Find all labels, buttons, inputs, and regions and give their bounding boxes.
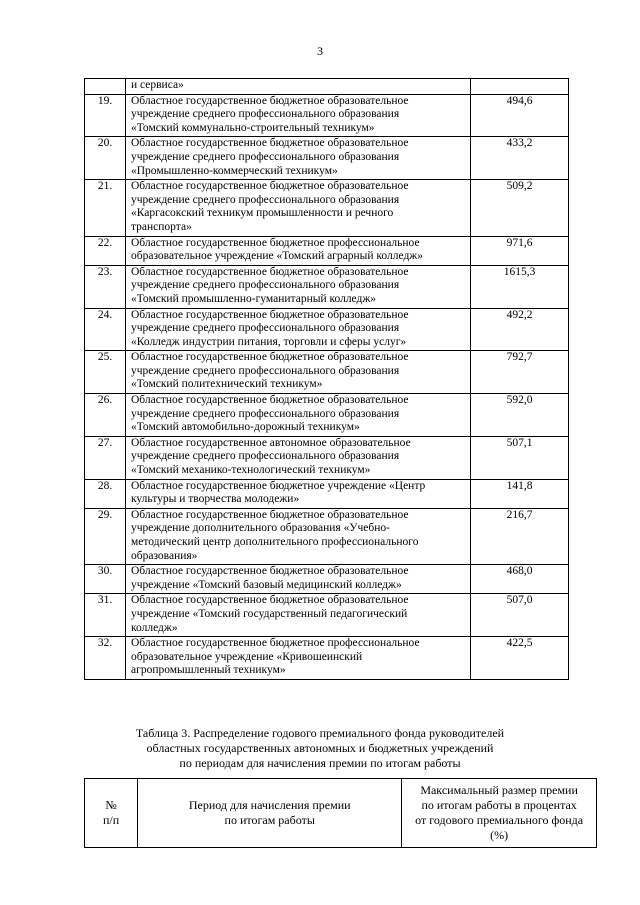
- table-row: [85, 637, 569, 680]
- institutions-table: [84, 78, 569, 680]
- institution-name-line: «Промышленно-коммерческий техникум»: [131, 164, 338, 177]
- row-number: 23.: [85, 265, 126, 308]
- row-number: 22.: [85, 236, 126, 265]
- institution-name-line: и сервиса»: [131, 79, 184, 91]
- table-row: [85, 137, 569, 180]
- fund-value: 792,7: [471, 351, 569, 394]
- institution-name-line: Областное государственное бюджетное образовательное: [131, 180, 409, 193]
- institution-name-line: учреждение среднего профессионального образования: [131, 193, 400, 206]
- institution-name-line: Областное государственное бюджетное профессиональное: [131, 236, 420, 249]
- institution-name-line: Областное государственное бюджетное образовательное: [131, 394, 409, 407]
- row-number: 20.: [85, 137, 126, 180]
- institution-name: [126, 236, 471, 265]
- fund-value: 216,7: [471, 508, 569, 564]
- table-row: [85, 79, 569, 95]
- table-row: [85, 351, 569, 394]
- institution-name-line: «Томский механико-технологический техникум»: [131, 464, 371, 477]
- institution-name-line: Областное государственное автономное образовательное: [131, 436, 411, 449]
- institution-name-line: Областное государственное бюджетное образовательное: [131, 594, 409, 607]
- institution-name-line: методический центр дополнительного профессионального: [131, 536, 419, 548]
- fund-value: 468,0: [471, 565, 569, 594]
- institution-name-line: агропромышленный техникум»: [131, 664, 286, 677]
- institution-name-line: «Томский коммунально-строительный техникум»: [131, 121, 375, 134]
- fund-value: [471, 79, 569, 95]
- row-number: 27.: [85, 436, 126, 479]
- fund-value: 592,0: [471, 394, 569, 437]
- institution-name-line: Областное государственное бюджетное профессиональное: [131, 637, 420, 650]
- institution-name: [126, 137, 471, 180]
- row-number: 32.: [85, 637, 126, 680]
- institution-name-line: культуры и творчества молодежи»: [131, 493, 300, 506]
- table-row: [85, 594, 569, 637]
- institution-name-line: Областное государственное бюджетное образовательное: [131, 308, 409, 321]
- institution-name: [126, 79, 471, 95]
- row-number: 19.: [85, 94, 126, 137]
- institution-name-line: учреждение среднего профессионального образования: [131, 279, 400, 292]
- row-number: 25.: [85, 351, 126, 394]
- institution-name: [126, 479, 471, 508]
- institution-name-line: учреждение среднего профессионального образования: [131, 322, 400, 335]
- institution-name-line: образования»: [131, 549, 198, 562]
- institution-name: [126, 265, 471, 308]
- row-number: 28.: [85, 479, 126, 508]
- table-row: [85, 94, 569, 137]
- bonus-period-table: [84, 778, 597, 848]
- fund-value: 1615,3: [471, 265, 569, 308]
- fund-value: 507,1: [471, 436, 569, 479]
- row-number: 31.: [85, 594, 126, 637]
- institution-name-line: «Томский политехнический техникум»: [131, 378, 323, 391]
- institution-name-line: «Каргасокский техникум промышленности и речного: [131, 207, 394, 220]
- institution-name: [126, 394, 471, 437]
- institution-name-line: «Томский автомобильно-дорожный техникум»: [131, 421, 360, 434]
- table-row: [85, 394, 569, 437]
- fund-value: 494,6: [471, 94, 569, 137]
- institution-name-line: Областное государственное бюджетное образовательное: [131, 565, 409, 578]
- row-number: 30.: [85, 565, 126, 594]
- table-row: [85, 308, 569, 351]
- fund-value: 507,0: [471, 594, 569, 637]
- row-number: [85, 79, 126, 95]
- institution-name: [126, 508, 471, 564]
- table-row: [85, 180, 569, 236]
- header-num: № п/п: [85, 779, 138, 848]
- table-row: [85, 479, 569, 508]
- institution-name-line: учреждение «Томский базовый медицинский колледж»: [131, 578, 402, 591]
- table-header-row: [85, 779, 597, 848]
- institution-name-line: учреждение «Томский государственный педагогический: [131, 607, 408, 620]
- institution-name: [126, 94, 471, 137]
- institution-name: [126, 594, 471, 637]
- institution-name-line: Областное государственное бюджетное образовательное: [131, 94, 409, 107]
- institution-name-line: Областное государственное бюджетное учреждение «Центр: [131, 479, 426, 492]
- institution-name: [126, 180, 471, 236]
- institution-name-line: учреждение среднего профессионального образования: [131, 150, 400, 163]
- caption-line: областных государственных автономных и бюджетных учреждений: [146, 741, 494, 755]
- institution-name-line: Областное государственное бюджетное образовательное: [131, 508, 409, 521]
- institution-name: [126, 351, 471, 394]
- fund-value: 422,5: [471, 637, 569, 680]
- row-number: 21.: [85, 180, 126, 236]
- table-row: [85, 436, 569, 479]
- table-row: [85, 508, 569, 564]
- institution-name-line: Областное государственное бюджетное образовательное: [131, 351, 409, 364]
- fund-value: 509,2: [471, 180, 569, 236]
- table3-caption: [0, 726, 640, 771]
- page-number: 3: [317, 44, 323, 58]
- fund-value: 141,8: [471, 479, 569, 508]
- table-row: [85, 265, 569, 308]
- institutions-table-body: [85, 79, 569, 680]
- fund-value: 492,2: [471, 308, 569, 351]
- table-row: [85, 565, 569, 594]
- institution-name: [126, 308, 471, 351]
- institution-name: [126, 637, 471, 680]
- institution-name-line: образовательное учреждение «Томский аграрный колледж»: [131, 250, 423, 263]
- institution-name-line: колледж»: [131, 621, 178, 634]
- caption-line: по периодам для начисления премии по итогам работы: [179, 756, 461, 770]
- institution-name-line: Областное государственное бюджетное образовательное: [131, 137, 409, 150]
- institution-name-line: учреждение среднего профессионального образования: [131, 450, 400, 463]
- institution-name-line: «Колледж индустрии питания, торговли и сферы услуг»: [131, 335, 407, 348]
- institution-name-line: учреждение среднего профессионального образования: [131, 407, 400, 420]
- institution-name-line: Областное государственное бюджетное образовательное: [131, 265, 409, 278]
- table-row: [85, 236, 569, 265]
- institution-name: [126, 436, 471, 479]
- header-max-bonus: Максимальный размер премии по итогам работы в процентах от годового премиального фонда (%): [402, 779, 597, 848]
- institution-name-line: «Томский промышленно-гуманитарный колледж»: [131, 292, 377, 305]
- caption-line: Таблица 3. Распределение годового премиального фонда руководителей: [135, 726, 505, 740]
- institution-name: [126, 565, 471, 594]
- row-number: 24.: [85, 308, 126, 351]
- row-number: 26.: [85, 394, 126, 437]
- institution-name-line: образовательное учреждение «Кривошеинский: [131, 650, 363, 663]
- row-number: 29.: [85, 508, 126, 564]
- institution-name-line: учреждение среднего профессионального образования: [131, 108, 400, 121]
- fund-value: 971,6: [471, 236, 569, 265]
- header-period: Период для начисления премии по итогам работы: [138, 779, 402, 848]
- institution-name-line: транспорта»: [131, 220, 192, 233]
- institution-name-line: учреждение дополнительного образования «Учебно-: [131, 522, 390, 535]
- institution-name-line: учреждение среднего профессионального образования: [131, 364, 400, 377]
- fund-value: 433,2: [471, 137, 569, 180]
